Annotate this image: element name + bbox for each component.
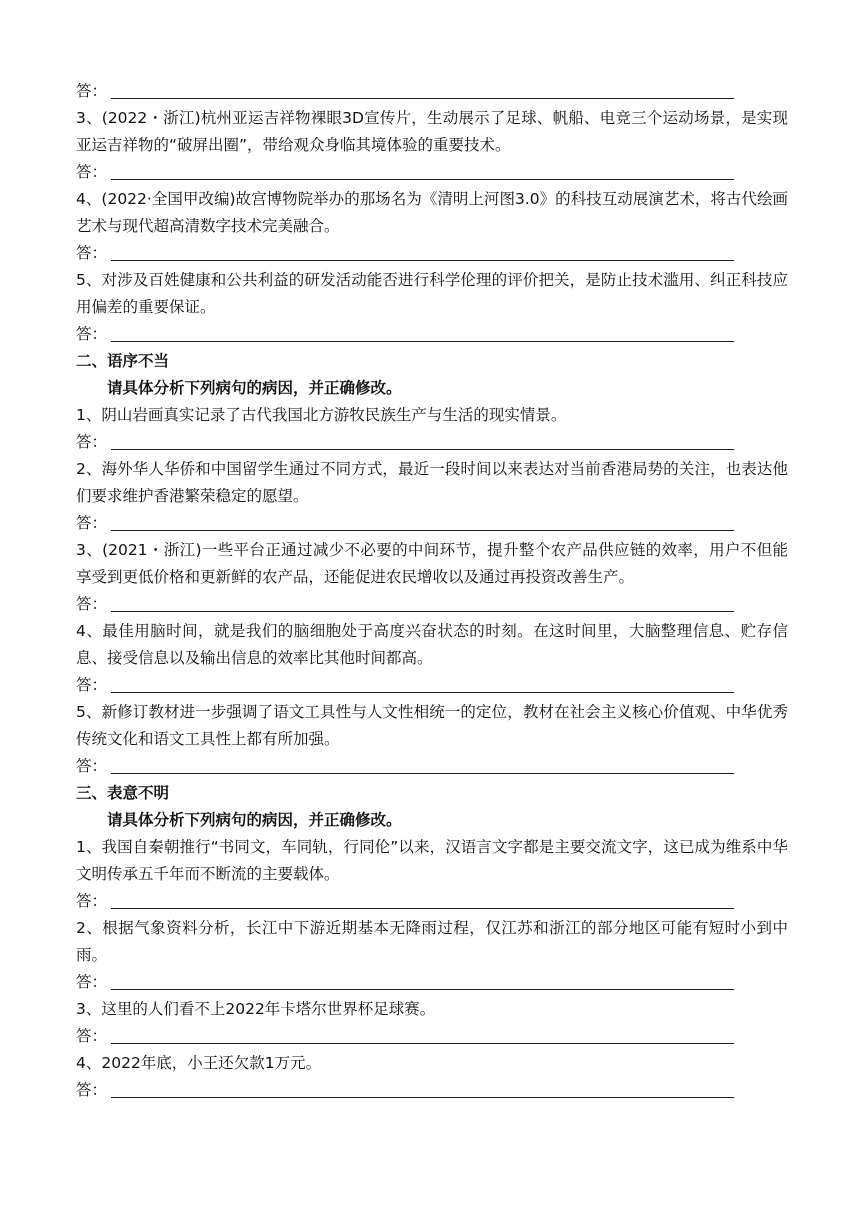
answer-blank[interactable] [111, 1025, 734, 1044]
answer-blank[interactable] [111, 755, 734, 774]
question-item [76, 186, 788, 267]
answer-label: 答： [76, 892, 108, 910]
answer-blank[interactable] [111, 323, 734, 342]
question-item [76, 402, 788, 456]
question-text: 5、新修订教材进一步强调了语文工具性与人文性相统一的定位，教材在社会主义核心价值观、中华优秀传统文化和语文工具性上都有所加强。 [76, 703, 788, 748]
question-text: 1、阴山岩画真实记录了古代我国北方游牧民族生产与生活的现实情景。 [76, 406, 567, 424]
section-title-word-order: 二、语序不当 [76, 352, 170, 370]
question-item [76, 105, 788, 186]
answer-blank[interactable] [111, 242, 734, 261]
answer-line [76, 1077, 788, 1104]
answer-label: 答： [76, 757, 108, 775]
answer-label: 答： [76, 325, 108, 343]
question-text: 3、这里的人们看不上2022年卡塔尔世界杯足球赛。 [76, 1000, 436, 1018]
answer-blank[interactable] [111, 512, 734, 531]
question-text: 2、根据气象资料分析，长江中下游近期基本无降雨过程，仅江苏和浙江的部分地区可能有短时小到中雨。 [76, 919, 788, 964]
answer-label: 答： [76, 1027, 108, 1045]
section-instruction: 请具体分析下列病句的病因，并正确修改。 [107, 811, 402, 829]
question-item [76, 618, 788, 699]
answer-blank[interactable] [111, 674, 734, 693]
answer-blank[interactable] [111, 971, 734, 990]
answer-line [76, 510, 788, 537]
question-item [76, 267, 788, 348]
answer-blank[interactable] [111, 593, 734, 612]
section-instruction: 请具体分析下列病句的病因，并正确修改。 [107, 379, 402, 397]
answer-line [76, 888, 788, 915]
answer-blank[interactable] [111, 161, 734, 180]
answer-line-top [76, 78, 788, 105]
answer-line [76, 753, 788, 780]
answer-blank[interactable] [111, 890, 734, 909]
question-text: 1、我国自秦朝推行“书同文，车同轨，行同伦”以来，汉语言文字都是主要交流文字，这已成为维系中华文明传承五千年而不断流的主要载体。 [76, 838, 788, 883]
answer-line [76, 321, 788, 348]
question-item [76, 1050, 788, 1104]
question-item [76, 915, 788, 996]
question-text: 4、2022年底，小王还欠款1万元。 [76, 1054, 322, 1072]
answer-line [76, 1023, 788, 1050]
answer-line [76, 672, 788, 699]
answer-label: 答： [76, 514, 108, 532]
answer-label: 答： [76, 163, 108, 181]
answer-label: 答： [76, 676, 108, 694]
answer-label: 答： [76, 1081, 108, 1099]
answer-blank[interactable] [111, 1079, 734, 1098]
answer-line [76, 159, 788, 186]
answer-label: 答： [76, 82, 108, 100]
question-text: 4、最佳用脑时间，就是我们的脑细胞处于高度兴奋状态的时刻。在这时间里，大脑整理信息、贮存信息、接受信息以及输出信息的效率比其他时间都高。 [76, 622, 788, 667]
question-text: 3、(2021・浙江)一些平台正通过减少不必要的中间环节，提升整个农产品供应链的效率，用户不但能享受到更低价格和更新鲜的农产品，还能促进农民增收以及通过再投资改善生产。 [76, 541, 788, 586]
question-text: 4、(2022·全国甲改编)故宫博物院举办的那场名为《清明上河图3.0》的科技互动展演艺术，将古代绘画艺术与现代超高清数字技术完美融合。 [76, 190, 788, 235]
question-item [76, 537, 788, 618]
question-text: 2、海外华人华侨和中国留学生通过不同方式，最近一段时间以来表达对当前香港局势的关注，也表达他们要求维护香港繁荣稳定的愿望。 [76, 460, 788, 505]
answer-label: 答： [76, 244, 108, 262]
answer-label: 答： [76, 973, 108, 991]
question-item [76, 996, 788, 1050]
answer-label: 答： [76, 433, 108, 451]
question-item [76, 834, 788, 915]
question-text: 3、(2022・浙江)杭州亚运吉祥物裸眼3D宣传片，生动展示了足球、帆船、电竞三个运动场景，是实现亚运吉祥物的“破屏出圈”，带给观众身临其境体验的重要技术。 [76, 109, 788, 154]
answer-line [76, 591, 788, 618]
answer-blank[interactable] [111, 80, 734, 99]
question-item [76, 699, 788, 780]
section-title-unclear-meaning: 三、表意不明 [76, 784, 170, 802]
answer-line [76, 240, 788, 267]
answer-line [76, 429, 788, 456]
answer-blank[interactable] [111, 431, 734, 450]
question-text: 5、对涉及百姓健康和公共利益的研发活动能否进行科学伦理的评价把关，是防止技术滥用、纠正科技应用偏差的重要保证。 [76, 271, 788, 316]
answer-line [76, 969, 788, 996]
question-item [76, 456, 788, 537]
answer-label: 答： [76, 595, 108, 613]
